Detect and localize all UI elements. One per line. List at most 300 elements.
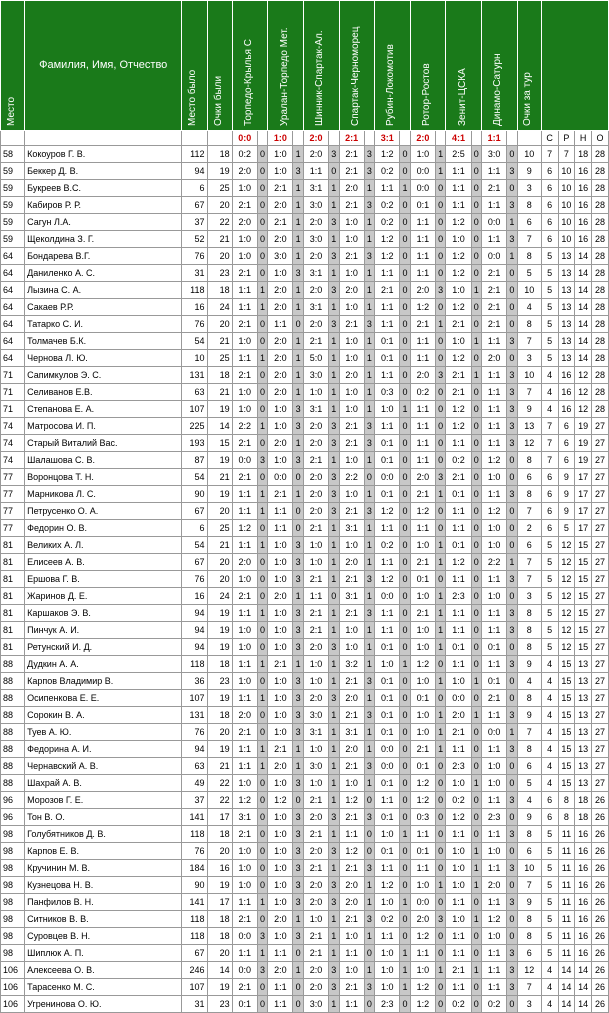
stat-cell: 27	[592, 673, 609, 690]
prediction-points-cell: 1	[435, 962, 445, 979]
prediction-cell: 2:1	[232, 588, 257, 605]
stat-cell: 12	[558, 537, 575, 554]
stat-cell: 5	[541, 282, 558, 299]
prediction-cell: 1:1	[410, 350, 435, 367]
prediction-cell: 0:2	[375, 911, 400, 928]
place-cell: 58	[1, 146, 25, 163]
prediction-cell: 3:1	[339, 724, 364, 741]
prediction-cell: 1:0	[268, 571, 293, 588]
was-place-cell: 118	[182, 911, 207, 928]
prediction-cell: 1:0	[232, 571, 257, 588]
prediction-cell: 1:0	[339, 962, 364, 979]
prediction-points-cell: 0	[400, 741, 410, 758]
prediction-cell: 1:0	[303, 911, 328, 928]
place-cell: 64	[1, 350, 25, 367]
tour-points-cell: 7	[517, 503, 541, 520]
stat-cell: 15	[575, 571, 592, 588]
prediction-points-cell: 1	[364, 214, 374, 231]
prediction-cell: 3:0	[268, 248, 293, 265]
prediction-cell: 0:1	[446, 537, 471, 554]
table-row	[1, 146, 609, 163]
stat-cell: 15	[575, 537, 592, 554]
place-cell: 81	[1, 588, 25, 605]
name-cell: Шахрай А. В.	[25, 775, 182, 792]
prediction-cell: 3:0	[303, 231, 328, 248]
prediction-points-cell: 0	[293, 520, 303, 537]
prediction-points-cell: 0	[435, 826, 445, 843]
prediction-cell: 1:0	[339, 384, 364, 401]
prediction-cell: 2:0	[339, 877, 364, 894]
stat-cell: 11	[558, 860, 575, 877]
prediction-points-cell: 0	[257, 401, 267, 418]
prediction-cell: 2:1	[232, 826, 257, 843]
prediction-points-cell: 1	[435, 639, 445, 656]
prediction-cell: 3:0	[303, 758, 328, 775]
stat-cell: 10	[558, 231, 575, 248]
header-was-place	[182, 1, 207, 131]
prediction-cell: 1:1	[446, 656, 471, 673]
prediction-points-cell: 0	[507, 180, 517, 197]
stat-cell: 11	[558, 877, 575, 894]
prediction-cell: 1:1	[410, 520, 435, 537]
prediction-points-cell: 1	[257, 605, 267, 622]
prediction-cell: 1:0	[232, 775, 257, 792]
header-row	[1, 1, 609, 131]
prediction-points-cell: 0	[400, 299, 410, 316]
prediction-cell: 1:1	[232, 486, 257, 503]
was-points-cell: 20	[207, 248, 232, 265]
prediction-cell: 2:1	[303, 622, 328, 639]
table-row	[1, 826, 609, 843]
table-row	[1, 214, 609, 231]
prediction-cell: 2:1	[232, 316, 257, 333]
prediction-points-cell: 1	[364, 537, 374, 554]
prediction-points-cell: 0	[471, 656, 481, 673]
prediction-cell: 1:1	[410, 248, 435, 265]
prediction-cell: 1:0	[446, 911, 471, 928]
prediction-points-cell: 0	[257, 384, 267, 401]
prediction-points-cell: 0	[400, 350, 410, 367]
prediction-cell: 2:1	[303, 520, 328, 537]
prediction-points-cell: 3	[257, 452, 267, 469]
prediction-cell: 1:1	[446, 180, 471, 197]
name-cell: Шиплюк А. П.	[25, 945, 182, 962]
prediction-points-cell: 1	[364, 588, 374, 605]
prediction-points-cell: 0	[507, 588, 517, 605]
prediction-points-cell: 0	[471, 231, 481, 248]
prediction-points-cell: 1	[293, 282, 303, 299]
stat-cell: 16	[575, 163, 592, 180]
stat-cell: 28	[592, 163, 609, 180]
name-cell: Шалашова С. В.	[25, 452, 182, 469]
prediction-cell: 0:1	[375, 350, 400, 367]
stat-cell: 28	[592, 350, 609, 367]
prediction-points-cell: 1	[400, 979, 410, 996]
prediction-cell: 0:0	[482, 248, 507, 265]
prediction-points-cell: 0	[400, 707, 410, 724]
place-cell: 88	[1, 758, 25, 775]
prediction-points-cell: 0	[507, 503, 517, 520]
was-points-cell: 16	[207, 860, 232, 877]
was-points-cell: 21	[207, 469, 232, 486]
prediction-cell: 1:1	[446, 928, 471, 945]
match-result-spacer	[364, 131, 374, 146]
was-points-cell: 19	[207, 741, 232, 758]
stat-cell: 6	[541, 163, 558, 180]
prediction-cell: 0:1	[375, 333, 400, 350]
prediction-cell: 1:2	[482, 503, 507, 520]
was-place-cell: 16	[182, 299, 207, 316]
prediction-cell: 0:0	[375, 741, 400, 758]
stat-cell: 13	[558, 350, 575, 367]
stat-cell: 15	[558, 656, 575, 673]
match-result-spacer	[400, 131, 410, 146]
prediction-points-cell: 1	[293, 367, 303, 384]
stat-cell: 11	[558, 894, 575, 911]
prediction-cell: 2:0	[339, 367, 364, 384]
prediction-points-cell: 0	[507, 316, 517, 333]
was-points-cell: 24	[207, 588, 232, 605]
prediction-points-cell: 1	[293, 758, 303, 775]
prediction-points-cell: 3	[507, 333, 517, 350]
prediction-cell: 1:2	[339, 843, 364, 860]
was-place-cell: 225	[182, 418, 207, 435]
place-cell: 59	[1, 197, 25, 214]
prediction-points-cell: 1	[364, 741, 374, 758]
prediction-points-cell: 1	[364, 622, 374, 639]
was-place-cell: 131	[182, 367, 207, 384]
prediction-points-cell: 0	[435, 350, 445, 367]
prediction-points-cell: 0	[364, 826, 374, 843]
header-match-1	[232, 1, 268, 131]
stat-cell: 27	[592, 758, 609, 775]
prediction-points-cell: 0	[257, 775, 267, 792]
prediction-cell: 3:2	[339, 656, 364, 673]
stat-cell: 12	[575, 384, 592, 401]
prediction-points-cell: 0	[471, 316, 481, 333]
was-points-cell: 17	[207, 894, 232, 911]
prediction-cell: 1:0	[303, 673, 328, 690]
prediction-points-cell: 3	[293, 537, 303, 554]
prediction-points-cell: 0	[435, 299, 445, 316]
prediction-cell: 2:0	[339, 894, 364, 911]
header-place-label: Место	[5, 96, 17, 126]
prediction-points-cell: 0	[257, 809, 267, 826]
was-place-cell: 94	[182, 741, 207, 758]
prediction-points-cell: 0	[257, 333, 267, 350]
prediction-points-cell: 3	[293, 775, 303, 792]
prediction-cell: 1:1	[410, 333, 435, 350]
prediction-cell: 1:1	[375, 367, 400, 384]
prediction-cell: 2:0	[303, 214, 328, 231]
prediction-cell: 1:2	[446, 401, 471, 418]
prediction-points-cell: 0	[400, 503, 410, 520]
stat-header: О	[592, 131, 609, 146]
prediction-cell: 0:0	[375, 469, 400, 486]
name-cell: Карпов Владимир В.	[25, 673, 182, 690]
stat-cell: 15	[558, 690, 575, 707]
tour-points-cell: 9	[517, 809, 541, 826]
prediction-points-cell: 0	[400, 554, 410, 571]
prediction-points-cell: 0	[257, 469, 267, 486]
name-cell: Ретунский И. Д.	[25, 639, 182, 656]
prediction-points-cell: 0	[507, 282, 517, 299]
prediction-cell: 1:1	[303, 588, 328, 605]
prediction-cell: 1:0	[232, 622, 257, 639]
prediction-cell: 1:0	[303, 775, 328, 792]
prediction-points-cell: 0	[400, 486, 410, 503]
prediction-points-cell: 1	[293, 248, 303, 265]
prediction-cell: 1:2	[410, 792, 435, 809]
place-cell: 81	[1, 639, 25, 656]
prediction-cell: 5:0	[303, 350, 328, 367]
prediction-cell: 0:1	[482, 639, 507, 656]
tour-points-cell: 9	[517, 401, 541, 418]
name-cell: Сакаев Р.Р.	[25, 299, 182, 316]
stat-cell: 13	[575, 673, 592, 690]
prediction-cell: 1:1	[482, 231, 507, 248]
match-result: 1:1	[482, 131, 507, 146]
prediction-points-cell: 1	[293, 231, 303, 248]
prediction-cell: 2:0	[303, 316, 328, 333]
prediction-points-cell: 0	[507, 299, 517, 316]
prediction-points-cell: 1	[364, 520, 374, 537]
prediction-points-cell: 0	[435, 503, 445, 520]
stat-cell: 13	[558, 282, 575, 299]
stat-cell: 26	[592, 792, 609, 809]
place-cell: 77	[1, 469, 25, 486]
prediction-cell: 2:0	[410, 367, 435, 384]
stat-cell: 15	[558, 724, 575, 741]
was-place-cell: 76	[182, 571, 207, 588]
was-points-cell: 19	[207, 163, 232, 180]
prediction-cell: 1:0	[268, 707, 293, 724]
prediction-cell: 0:2	[375, 214, 400, 231]
prediction-points-cell: 0	[435, 775, 445, 792]
prediction-points-cell: 0	[435, 894, 445, 911]
prediction-cell: 0:0	[482, 724, 507, 741]
prediction-points-cell: 1	[257, 945, 267, 962]
prediction-points-cell: 1	[435, 707, 445, 724]
prediction-cell: 1:2	[446, 809, 471, 826]
was-place-cell: 54	[182, 333, 207, 350]
tour-points-cell: 7	[517, 571, 541, 588]
tour-points-cell: 3	[517, 588, 541, 605]
prediction-points-cell: 1	[435, 605, 445, 622]
prediction-points-cell: 3	[507, 571, 517, 588]
prediction-cell: 2:0	[410, 469, 435, 486]
stat-cell: 28	[592, 316, 609, 333]
was-place-cell: 67	[182, 945, 207, 962]
prediction-cell: 1:0	[339, 537, 364, 554]
prediction-cell: 1:0	[410, 962, 435, 979]
stat-cell: 6	[558, 418, 575, 435]
prediction-cell: 1:0	[482, 520, 507, 537]
place-cell: 81	[1, 622, 25, 639]
prediction-points-cell: 1	[435, 622, 445, 639]
prediction-cell: 2:1	[303, 605, 328, 622]
prediction-cell: 3:0	[303, 707, 328, 724]
tour-points-cell: 8	[517, 928, 541, 945]
prediction-cell: 1:2	[410, 503, 435, 520]
prediction-points-cell: 1	[257, 741, 267, 758]
prediction-points-cell: 1	[364, 656, 374, 673]
was-place-cell: 67	[182, 197, 207, 214]
stat-cell: 9	[558, 503, 575, 520]
prediction-cell: 1:2	[375, 248, 400, 265]
prediction-points-cell: 0	[507, 758, 517, 775]
stat-cell: 28	[592, 231, 609, 248]
prediction-cell: 1:1	[303, 163, 328, 180]
prediction-cell: 1:0	[375, 656, 400, 673]
prediction-points-cell: 0	[400, 605, 410, 622]
prediction-cell: 2:1	[482, 265, 507, 282]
prediction-cell: 0:1	[375, 486, 400, 503]
stat-cell: 17	[575, 486, 592, 503]
prediction-cell: 2:1	[339, 707, 364, 724]
prediction-cell: 1:1	[339, 826, 364, 843]
tour-points-cell: 9	[517, 163, 541, 180]
prediction-cell: 1:1	[446, 571, 471, 588]
prediction-cell: 1:1	[410, 231, 435, 248]
place-cell: 98	[1, 911, 25, 928]
name-cell: Карпов Е. В.	[25, 843, 182, 860]
stat-cell: 5	[541, 860, 558, 877]
table-row	[1, 384, 609, 401]
stat-cell: 5	[541, 877, 558, 894]
prediction-cell: 1:1	[232, 690, 257, 707]
stat-cell: 5	[541, 843, 558, 860]
place-cell: 88	[1, 656, 25, 673]
prediction-cell: 2:1	[482, 316, 507, 333]
prediction-cell: 2:1	[232, 979, 257, 996]
prediction-cell: 1:2	[446, 299, 471, 316]
prediction-points-cell: 3	[507, 707, 517, 724]
stat-cell: 5	[541, 894, 558, 911]
prediction-points-cell: 3	[435, 282, 445, 299]
prediction-points-cell: 0	[257, 180, 267, 197]
prediction-cell: 2:1	[446, 469, 471, 486]
was-place-cell: 63	[182, 384, 207, 401]
place-cell: 88	[1, 741, 25, 758]
prediction-cell: 1:0	[268, 724, 293, 741]
prediction-cell: 2:3	[446, 588, 471, 605]
prediction-points-cell: 0	[293, 503, 303, 520]
prediction-cell: 1:1	[375, 792, 400, 809]
tour-points-cell: 6	[517, 945, 541, 962]
prediction-cell: 1:0	[268, 928, 293, 945]
prediction-points-cell: 1	[435, 163, 445, 180]
stat-cell: 15	[575, 639, 592, 656]
place-cell: 88	[1, 707, 25, 724]
prediction-cell: 1:0	[446, 231, 471, 248]
stat-cell: 28	[592, 197, 609, 214]
was-points-cell: 14	[207, 418, 232, 435]
prediction-cell: 1:0	[482, 537, 507, 554]
prediction-cell: 1:1	[410, 418, 435, 435]
tour-points-cell: 5	[517, 775, 541, 792]
prediction-points-cell: 0	[293, 945, 303, 962]
stat-cell: 14	[575, 350, 592, 367]
prediction-cell: 1:1	[375, 316, 400, 333]
prediction-points-cell: 3	[364, 571, 374, 588]
prediction-cell: 2:1	[339, 860, 364, 877]
prediction-cell: 1:0	[339, 299, 364, 316]
tour-points-blank	[517, 131, 541, 146]
stat-cell: 14	[575, 299, 592, 316]
prediction-points-cell: 0	[400, 690, 410, 707]
prediction-cell: 1:0	[410, 673, 435, 690]
header-match-label: Зенит-ЦСКА	[456, 68, 468, 126]
prediction-cell: 1:0	[375, 945, 400, 962]
prediction-cell: 1:0	[482, 469, 507, 486]
prediction-points-cell: 3	[329, 435, 339, 452]
prediction-cell: 2:1	[339, 605, 364, 622]
prediction-points-cell: 1	[293, 146, 303, 163]
prediction-points-cell: 1	[257, 418, 267, 435]
prediction-points-cell: 1	[293, 333, 303, 350]
table-row	[1, 401, 609, 418]
prediction-points-cell: 0	[400, 367, 410, 384]
tour-points-cell: 6	[517, 214, 541, 231]
prediction-cell: 2:1	[303, 571, 328, 588]
prediction-points-cell: 0	[471, 486, 481, 503]
was-points-cell: 21	[207, 537, 232, 554]
place-cell: 77	[1, 503, 25, 520]
prediction-cell: 2:1	[446, 724, 471, 741]
prediction-cell: 0:1	[410, 690, 435, 707]
was-place-cell: 76	[182, 316, 207, 333]
stat-cell: 16	[558, 401, 575, 418]
stat-cell: 8	[558, 792, 575, 809]
prediction-cell: 1:1	[482, 945, 507, 962]
prediction-points-cell: 3	[293, 707, 303, 724]
was-place-cell: 141	[182, 894, 207, 911]
prediction-points-cell: 0	[435, 384, 445, 401]
prediction-cell: 1:0	[339, 350, 364, 367]
prediction-points-cell: 0	[507, 996, 517, 1013]
prediction-cell: 1:0	[339, 214, 364, 231]
prediction-points-cell: 3	[364, 316, 374, 333]
prediction-cell: 1:0	[303, 537, 328, 554]
prediction-points-cell: 1	[329, 333, 339, 350]
prediction-points-cell: 0	[471, 503, 481, 520]
prediction-cell: 2:1	[268, 741, 293, 758]
prediction-points-cell: 1	[329, 197, 339, 214]
was-place-cell: 67	[182, 503, 207, 520]
prediction-points-cell: 1	[293, 656, 303, 673]
prediction-cell: 2:1	[232, 265, 257, 282]
prediction-cell: 2:1	[446, 367, 471, 384]
prediction-cell: 1:0	[446, 673, 471, 690]
prediction-cell: 2:1	[482, 282, 507, 299]
name-cell: Старый Виталий Вас.	[25, 435, 182, 452]
header-name: Фамилия, Имя, Отчество	[25, 1, 182, 131]
stat-cell: 16	[575, 911, 592, 928]
prediction-points-cell: 0	[400, 214, 410, 231]
prediction-cell: 1:1	[446, 605, 471, 622]
prediction-points-cell: 1	[471, 333, 481, 350]
prediction-points-cell: 0	[471, 537, 481, 554]
prediction-points-cell: 0	[471, 809, 481, 826]
prediction-cell: 1:1	[375, 928, 400, 945]
place-cell: 77	[1, 486, 25, 503]
name-cell: Щеколдина З. Г.	[25, 231, 182, 248]
prediction-points-cell: 0	[471, 826, 481, 843]
prediction-cell: 1:0	[268, 826, 293, 843]
prediction-points-cell: 1	[507, 724, 517, 741]
prediction-points-cell: 3	[364, 758, 374, 775]
